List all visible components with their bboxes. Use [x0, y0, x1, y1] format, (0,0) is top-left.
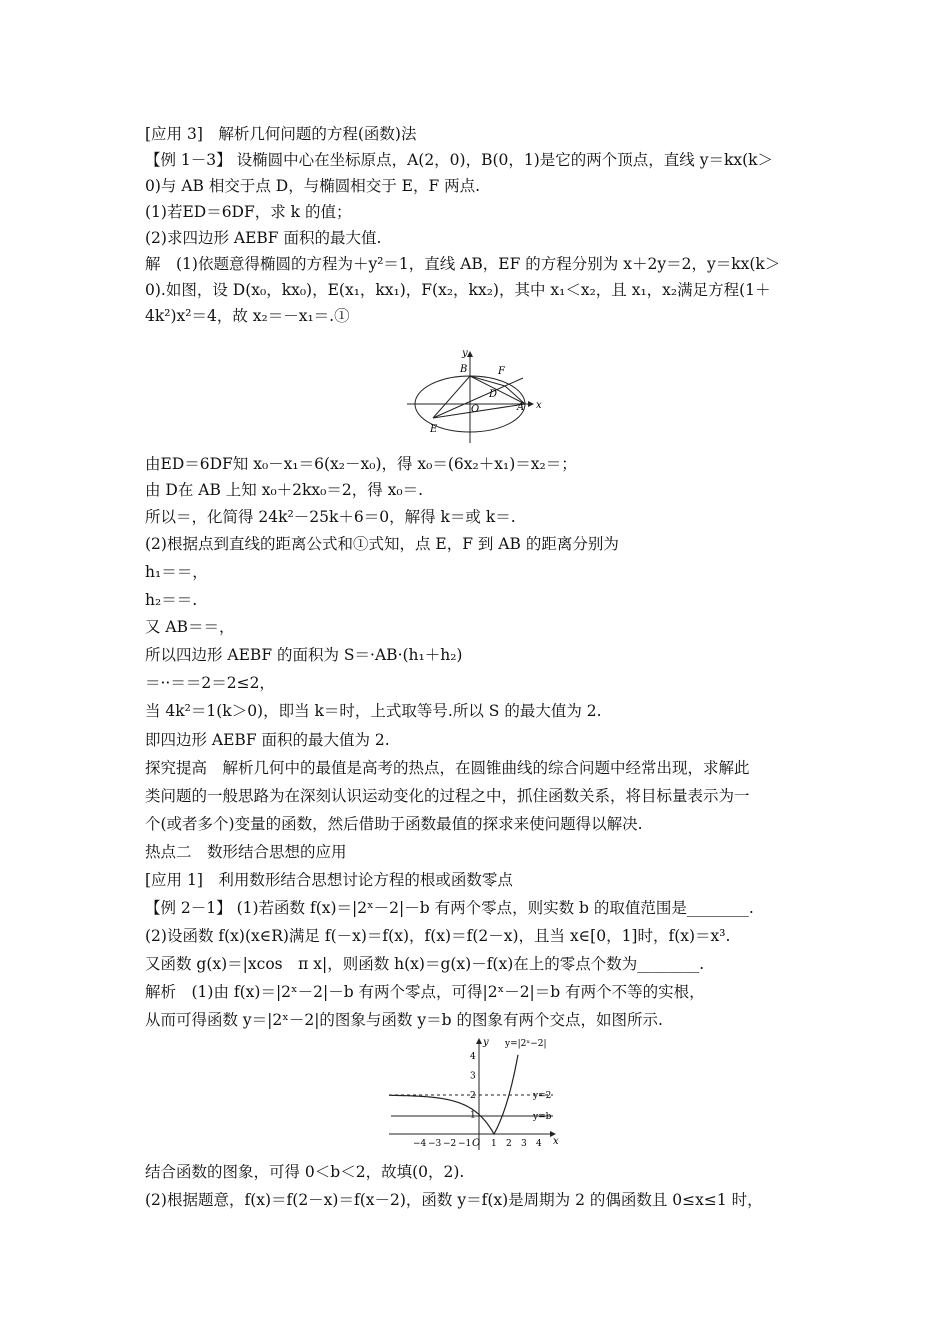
y-tick-label: 2: [470, 1091, 476, 1101]
line-yb-label: y=b: [533, 1112, 552, 1122]
text-line: 解 (1)依题意得椭圆的方程为＋y²＝1，直线 AB，EF 的方程分别为 x＋2y＝2，y＝kx(k＞: [145, 255, 781, 273]
text-line: [应用 1] 利用数形结合思想讨论方程的根或函数零点: [145, 871, 513, 889]
text-line: 由 D在 AB 上知 x₀＋2kx₀＝2，得 x₀＝.: [145, 481, 424, 499]
text-line: (2)根据题意，f(x)＝f(2－x)＝f(x－2)，函数 y＝f(x)是周期为 2 的偶函数且 0≤x≤1 时，: [145, 1191, 763, 1209]
x-tick-label: 1: [491, 1139, 497, 1149]
segment-ab: [470, 376, 525, 404]
text-line: [应用 3] 解析几何问题的方程(函数)法: [145, 125, 417, 143]
point-a-label: A: [517, 402, 525, 413]
y-axis-label: y: [483, 1037, 489, 1048]
text-line: 0)与 AB 相交于点 D，与椭圆相交于 E，F 两点.: [145, 177, 481, 195]
x-tick-label: −3: [428, 1139, 442, 1149]
text-line: 所以四边形 AEBF 的面积为 S＝·AB·(h₁＋h₂): [145, 646, 463, 664]
text-line: 0).如图，设 D(x₀，kx₀)，E(x₁，kx₁)，F(x₂，kx₂)，其中 x₁＜x₂，且 x₁，x₂满足方程(1＋: [145, 281, 771, 299]
text-line: 类问题的一般思路为在深刻认识运动变化的过程之中，抓住函数关系，将目标量表示为一: [145, 787, 750, 805]
x-tick-label: −4: [413, 1139, 427, 1149]
point-b-label: B: [460, 364, 468, 375]
text-line: 个(或者多个)变量的函数，然后借助于函数最值的探求来使问题得以解决.: [145, 815, 643, 833]
text-line: (2)求四边形 AEBF 面积的最大值.: [145, 229, 382, 247]
y-tick-label: 4: [470, 1052, 476, 1062]
text-line: 又 AB＝＝，: [145, 618, 235, 636]
text-line: 所以＝，化简得 24k²－25k＋6＝0，解得 k＝或 k＝.: [145, 508, 516, 526]
line-y2-label: y=2: [533, 1091, 552, 1101]
ellipse-figure: [405, 340, 555, 445]
text-line: 由ED＝6DF知 x₀－x₁＝6(x₂－x₀)，得 x₀＝(6x₂＋x₁)＝x₂＝；: [145, 455, 577, 473]
y-axis-label: y: [462, 348, 468, 359]
origin-label: O: [471, 404, 480, 415]
point-e-label: E: [430, 424, 438, 435]
text-line: (2)设函数 f(x)(x∈R)满足 f(－x)＝f(x)，f(x)＝f(2－x)，且当 x∈[0，1]时，f(x)＝x³.: [145, 927, 731, 945]
y-tick-label: 1: [470, 1110, 476, 1121]
text-line: (1)若ED＝6DF，求 k 的值；: [145, 203, 352, 221]
function-graph-figure: [385, 1036, 565, 1156]
text-line: 当 4k²＝1(k＞0)，即当 k＝时，上式取等号.所以 S 的最大值为 2.: [145, 702, 602, 720]
segment-be: [433, 376, 470, 418]
text-line: (2)根据点到直线的距离公式和①式知，点 E，F 到 AB 的距离分别为: [145, 535, 619, 553]
text-line: 解析 (1)由 f(x)＝|2ˣ－2|－b 有两个零点，可得|2ˣ－2|＝b 有两个不等的实根，: [145, 983, 705, 1001]
text-line: 又函数 g(x)＝|xcos π x|，则函数 h(x)＝g(x)－f(x)在上的零点个数为________.: [145, 955, 705, 973]
x-tick-label: −2: [443, 1139, 457, 1149]
x-axis-label: x: [553, 1136, 559, 1147]
text-line: 【例 2－1】 (1)若函数 f(x)＝|2ˣ－2|－b 有两个零点，则实数 b 的取值范围是________.: [145, 899, 754, 917]
text-line: 探究提高 解析几何中的最值是高考的热点，在圆锥曲线的综合问题中经常出现，求解此: [145, 759, 750, 777]
text-line: 即四边形 AEBF 面积的最大值为 2.: [145, 731, 390, 749]
text-line: h₂＝＝.: [145, 591, 198, 609]
x-tick-label: 2: [506, 1139, 512, 1149]
y-tick-label: 3: [470, 1071, 476, 1082]
x-axis-label: x: [536, 400, 542, 411]
point-f-label: F: [498, 366, 505, 377]
x-tick-label: 3: [521, 1139, 527, 1149]
text-line: ＝··＝＝2＝2≤2，: [145, 674, 275, 692]
text-line: 从而可得函数 y＝|2ˣ－2|的图象与函数 y＝b 的图象有两个交点，如图所示.: [145, 1011, 663, 1029]
text-line: 结合函数的图象，可得 0＜b＜2，故填(0，2).: [145, 1163, 465, 1181]
x-tick-label: −1: [458, 1139, 472, 1149]
curve-label: y=|2ˣ−2|: [505, 1039, 547, 1049]
origin-label: O: [472, 1138, 481, 1149]
text-line: 热点二 数形结合思想的应用: [145, 843, 347, 861]
text-line: 【例 1－3】 设椭圆中心在坐标原点，A(2，0)，B(0，1)是它的两个顶点，直线 y＝kx(k＞: [145, 151, 774, 169]
text-line: 4k²)x²＝4，故 x₂＝－x₁＝.①: [145, 307, 350, 325]
point-d-label: D: [489, 389, 498, 400]
curve-abs-2x-minus-2: [389, 1055, 518, 1134]
x-tick-label: 4: [536, 1139, 542, 1149]
text-line: h₁＝＝，: [145, 563, 208, 581]
